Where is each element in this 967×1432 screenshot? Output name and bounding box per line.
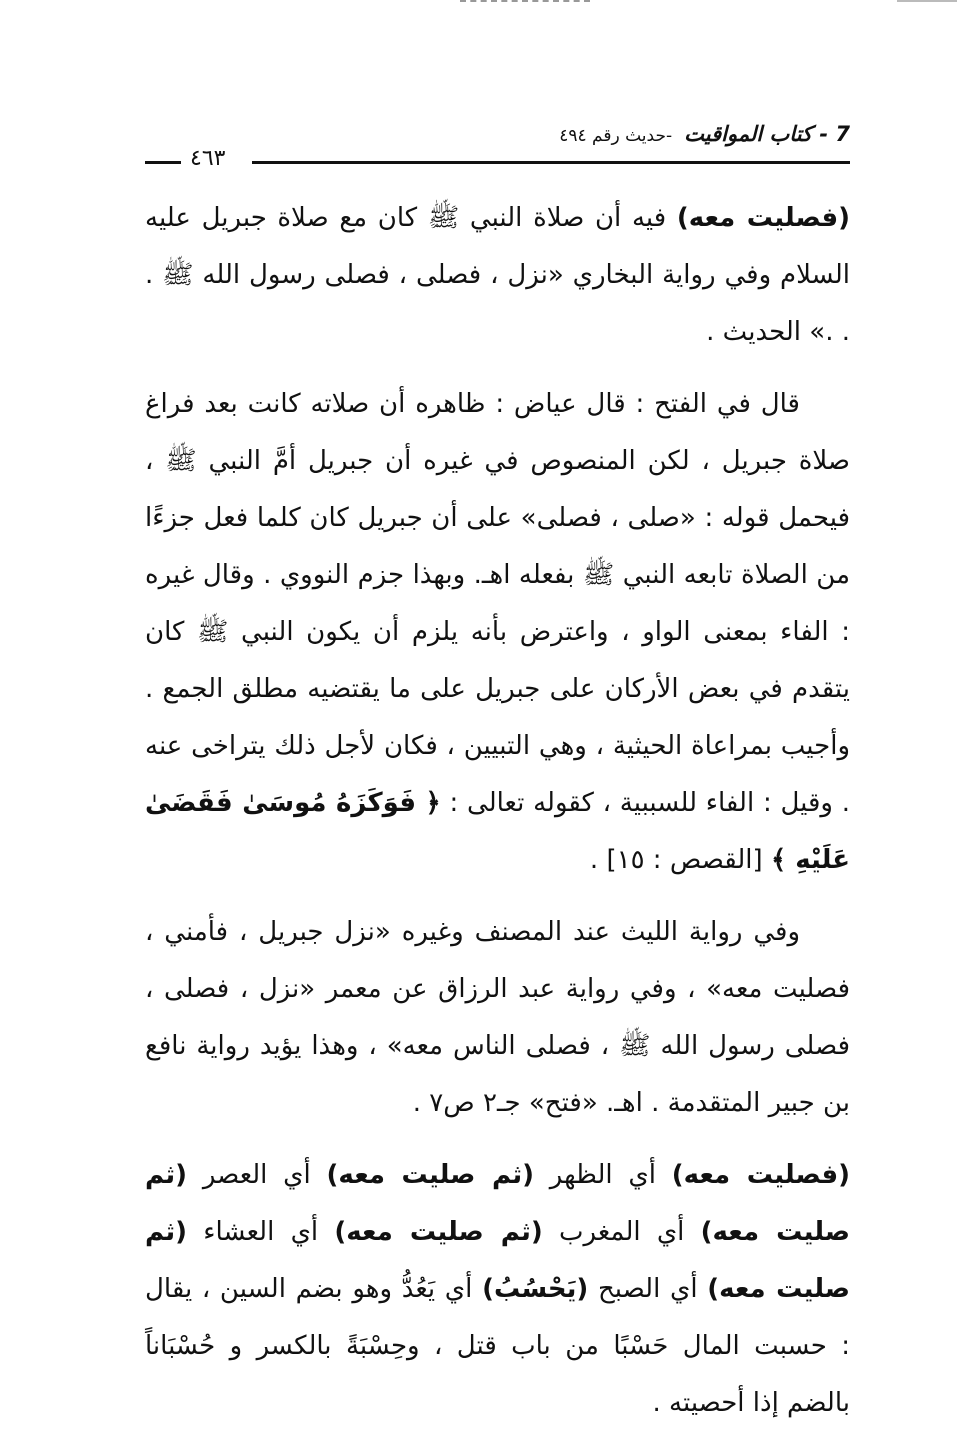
paragraph-1 — [145, 190, 850, 361]
bold-phrase: (ثم صليت معه) — [326, 1160, 535, 1190]
chapter-title: 7 - كتاب المواقيت — [684, 122, 850, 146]
text-run: أي يَعُدُّ وهو بضم السين ، يقال : حسبت المال حَسْبًا من باب قتل ، وحِسْبَةً بالكسر و حُسْبَاناً بالضم إذا أحصيته . — [145, 1274, 850, 1418]
text-run: فيه أن صلاة النبي ﷺ كان مع صلاة جبريل عليه السلام وفي رواية البخاري «نزل ، فصلى ، فصلى رسول الله ﷺ . . .» الحديث . — [145, 203, 850, 347]
bold-phrase: (ثم صليت معه) — [145, 1160, 850, 1247]
bold-phrase: (يَحْسُبُ) — [482, 1274, 589, 1304]
paragraph-3 — [145, 904, 850, 1132]
text-run: [القصص : ١٥] . — [589, 845, 771, 875]
scan-top-mark-right — [897, 0, 957, 4]
page-body — [145, 190, 850, 1432]
page-number: ٤٦٣ — [190, 146, 226, 171]
bold-phrase: ﴿ فَوَكَزَهُ مُوسَىٰ فَقَضَىٰ عَلَيْهِ ﴾ — [145, 788, 850, 875]
bold-phrase: (فصليت معه) — [676, 203, 850, 233]
running-title — [559, 122, 850, 146]
paragraph-4 — [145, 1147, 850, 1432]
header-rule — [252, 161, 850, 164]
hadith-reference: -حديث رقم ٤٩٤ — [559, 126, 673, 146]
text-run: أي المغرب — [542, 1217, 701, 1247]
text-run: قال في الفتح : قال عياض : ظاهره أن صلاته كانت بعد فراغ صلاة جبريل ، لكن المنصوص في غيره أن جبريل أمَّ النبي ﷺ ، فيحمل قوله : «صلى ، فصلى» على أن جبريل كان كلما فعل جزءًا من الصلاة تابعه النبي ﷺ بفعله اهـ. وبهذا جزم النووي . وقال غيره : الفاء بمعنى الواو ، واعترض بأنه يلزم أن يكون النبي ﷺ كان يتقدم في بعض الأركان على جبريل على ما يقتضيه مطلق الجمع . وأجيب بمراعاة الحيثية ، وهي التبيين ، فكان لأجل ذلك يتراخى عنه . وقيل : الفاء للسببية ، كقوله تعالى : — [145, 389, 851, 818]
page-header — [145, 118, 850, 174]
text-run: أي الصبح — [588, 1274, 708, 1304]
text-run: أي العصر — [187, 1160, 327, 1190]
header-left-dash — [145, 161, 181, 164]
text-run: أي العشاء — [187, 1217, 335, 1247]
text-run: أي الظهر — [534, 1160, 672, 1190]
bold-phrase: (ثم صليت معه) — [145, 1217, 850, 1304]
text-run: وفي رواية الليث عند المصنف وغيره «نزل جبريل ، فأمني ، فصليت معه» ، وفي رواية عبد الرزاق عن معمر «نزل ، فصلى ، فصلى رسول الله ﷺ ، فصلى الناس معه» ، وهذا يؤيد رواية نافع بن جبير المتقدمة . اهـ. «فتح» جـ٢ ص٧ . — [145, 917, 850, 1118]
bold-phrase: (ثم صليت معه) — [334, 1217, 543, 1247]
scan-top-mark — [460, 0, 590, 4]
paragraph-2 — [145, 376, 850, 889]
bold-phrase: (فصليت معه) — [671, 1160, 851, 1190]
